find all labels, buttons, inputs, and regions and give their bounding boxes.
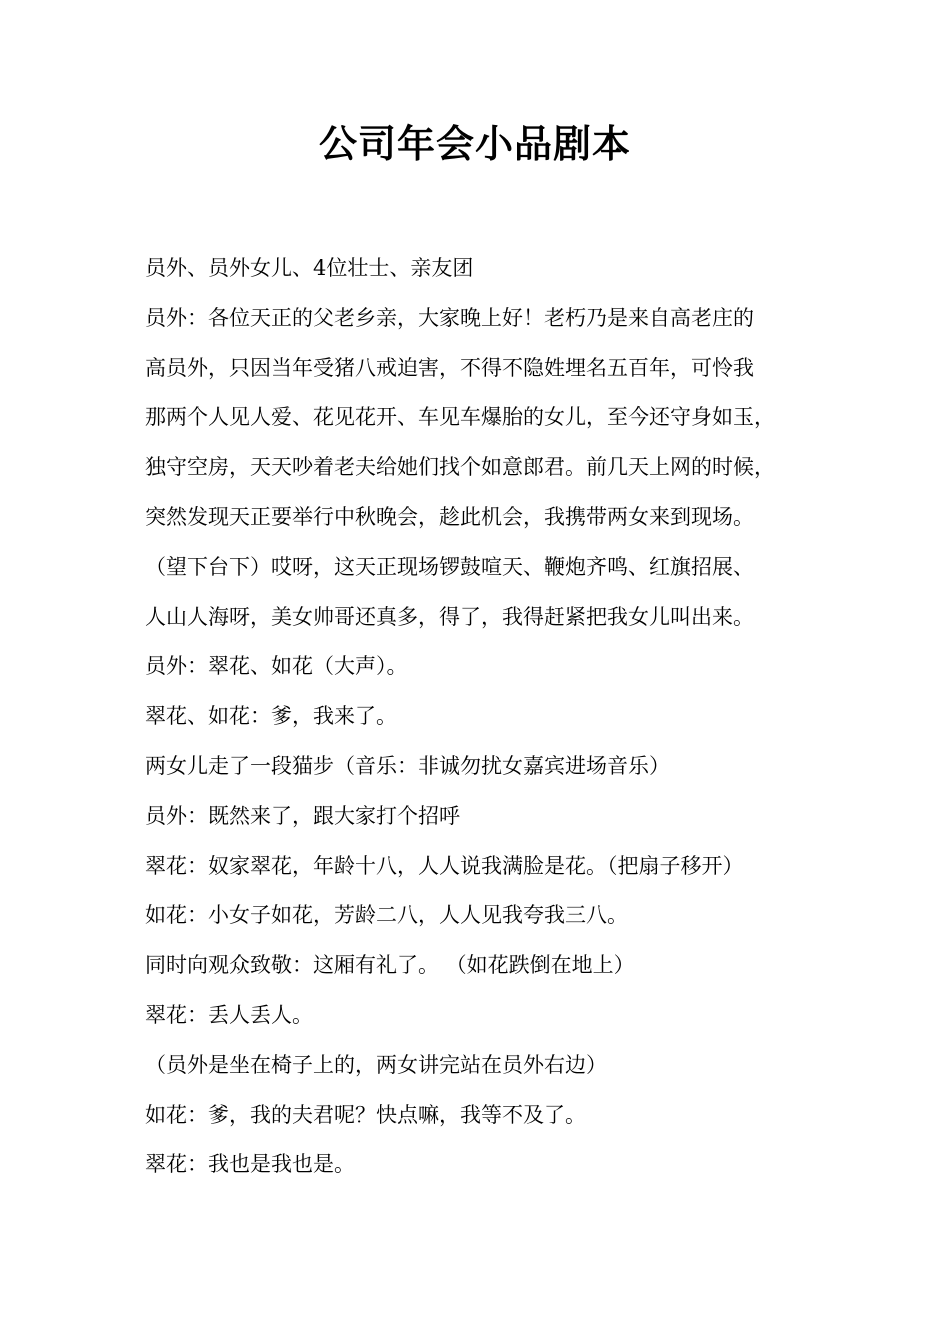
script-body [145, 244, 825, 1190]
document-title: 公司年会小品剧本 [318, 121, 631, 166]
script-line-cast: 员外、员外女儿、4位壮士、亲友团 [145, 256, 474, 280]
script-line: 翠花：我也是我也是。 [145, 1152, 355, 1177]
script-line: 人山人海呀，美女帅哥还真多，得了，我得赶紧把我女儿叫出来。 [145, 604, 754, 629]
script-line: 同时向观众致敬：这厢有礼了。 （如花跌倒在地上） [145, 953, 635, 978]
script-line: 翠花：丢人丢人。 [145, 1002, 313, 1027]
script-line: 员外：既然来了，跟大家打个招呼 [145, 803, 460, 828]
script-line: 员外：各位天正的父老乡亲，大家晚上好！老朽乃是来自高老庄的 [145, 305, 754, 330]
script-line: 两女儿走了一段猫步（音乐：非诚勿扰女嘉宾进场音乐） [145, 753, 670, 778]
script-line: 员外：翠花、如花（大声）。 [145, 654, 408, 679]
script-line: 翠花、如花：爹，我来了。 [145, 704, 397, 729]
script-line: 翠花：奴家翠花，年龄十八，人人说我满脸是花。（把扇子移开） [145, 853, 744, 878]
script-line: 高员外，只因当年受猪八戒迫害，不得不隐姓埋名五百年，可怜我 [145, 355, 754, 380]
script-line: （员外是坐在椅子上的，两女讲完站在员外右边） [145, 1052, 607, 1077]
script-line: 突然发现天正要举行中秋晚会，趁此机会，我携带两女来到现场。 [145, 504, 754, 529]
script-line: 那两个人见人爱、花见花开、车见车爆胎的女儿，至今还守身如玉， [145, 405, 775, 430]
script-line: 如花：爹，我的夫君呢？快点嘛，我等不及了。 [145, 1102, 586, 1127]
script-line: （望下台下）哎呀，这天正现场锣鼓喧天、鞭炮齐鸣、红旗招展、 [145, 554, 754, 579]
script-line: 独守空房，天天吵着老夫给她们找个如意郎君。前几天上网的时候， [145, 455, 775, 480]
script-line: 如花：小女子如花，芳龄二八，人人见我夸我三八。 [145, 903, 628, 928]
